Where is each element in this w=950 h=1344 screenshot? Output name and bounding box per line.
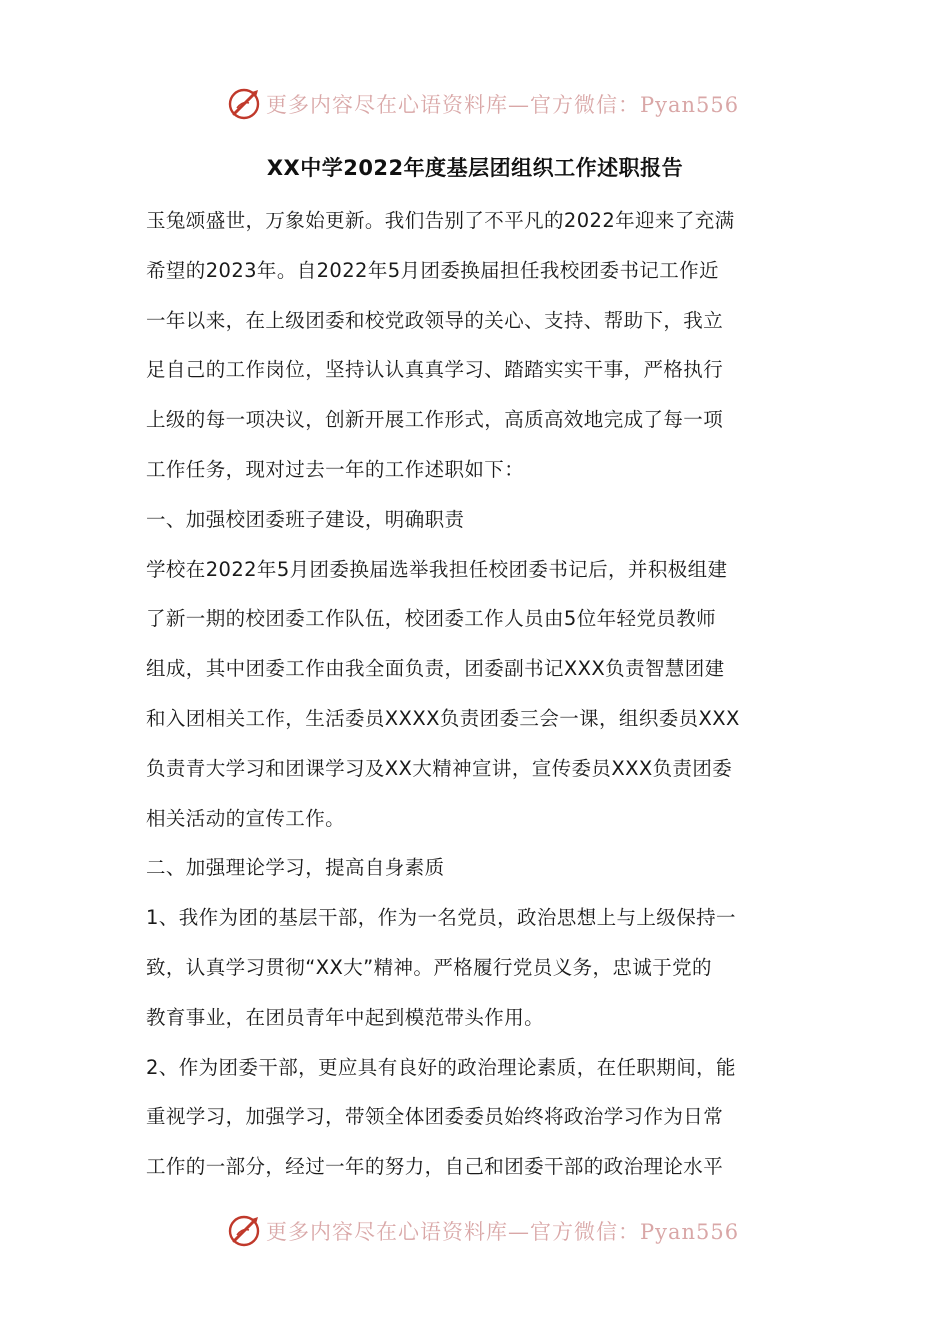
body-line: 希望的2023年。自2022年5月团委换届担任我校团委书记工作近	[146, 258, 719, 282]
body-line: 工作任务，现对过去一年的工作述职如下：	[146, 457, 525, 481]
body-line: 相关活动的宣传工作。	[146, 806, 346, 830]
body-line: 工作的一部分，经过一年的努力，自己和团委干部的政治理论水平	[146, 1155, 724, 1179]
document-body	[146, 196, 806, 1192]
body-line: 2、作为团委干部，更应具有良好的政治理论素质，在任职期间，能	[146, 1055, 736, 1079]
body-line: 学校在2022年5月团委换届选举我担任校团委书记后，并积极组建	[146, 557, 728, 581]
pen-logo-icon	[228, 87, 262, 121]
body-line: 上级的每一项决议，创新开展工作形式，高质高效地完成了每一项	[146, 408, 724, 432]
body-line: 教育事业，在团员青年中起到模范带头作用。	[146, 1005, 545, 1029]
body-line: 足自己的工作岗位，坚持认认真真学习、踏踏实实干事，严格执行	[146, 358, 724, 382]
watermark-banner-bottom	[228, 1211, 740, 1251]
body-line: 一年以来，在上级团委和校党政领导的关心、支持、帮助下，我立	[146, 308, 724, 332]
body-line: 和入团相关工作，生活委员XXXX负责团委三会一课，组织委员XXX	[146, 706, 740, 730]
body-line: 一、加强校团委班子建设，明确职责	[146, 507, 465, 531]
document-title: XX中学2022年度基层团组织工作述职报告	[266, 156, 684, 180]
body-line: 组成，其中团委工作由我全面负责，团委副书记XXX负责智慧团建	[146, 657, 725, 681]
watermark-banner-top	[228, 84, 740, 124]
watermark-text-top: 更多内容尽在心语资料库—官方微信：Pyan556	[266, 93, 740, 117]
body-line: 重视学习，加强学习，带领全体团委委员始终将政治学习作为日常	[146, 1105, 724, 1129]
body-line: 二、加强理论学习，提高自身素质	[146, 856, 445, 880]
body-line: 玉兔颂盛世，万象始更新。我们告别了不平凡的2022年迎来了充满	[146, 209, 735, 232]
body-line: 了新一期的校团委工作队伍，校团委工作人员由5位年轻党员教师	[146, 607, 717, 631]
body-line: 致，认真学习贯彻“XX大”精神。严格履行党员义务，忠诚于党的	[146, 955, 712, 979]
body-line: 负责青大学习和团课学习及XX大精神宣讲，宣传委员XXX负责团委	[146, 756, 733, 780]
body-line: 1、我作为团的基层干部，作为一名党员，政治思想上与上级保持一	[146, 906, 736, 930]
watermark-text-bottom: 更多内容尽在心语资料库—官方微信：Pyan556	[266, 1220, 740, 1244]
pen-logo-icon	[228, 1214, 262, 1248]
